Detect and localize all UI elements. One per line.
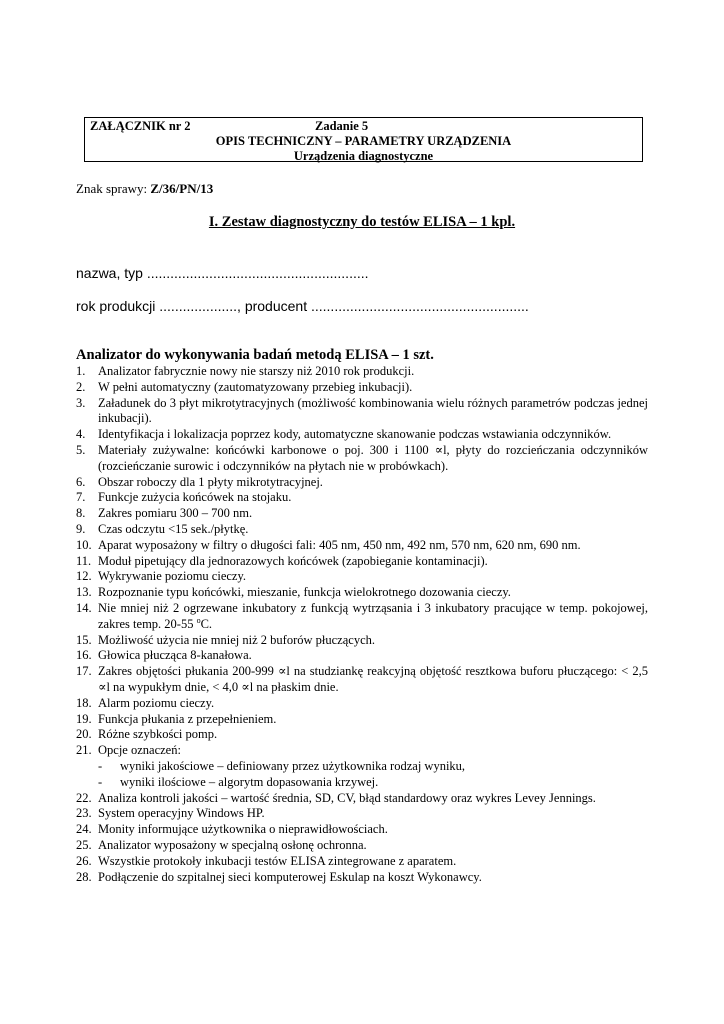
item-number: 12.: [76, 569, 92, 584]
item-number: 6.: [76, 474, 86, 489]
item-text: Podłączenie do szpitalnej sieci komputerowej Eskulap na koszt Wykonawcy.: [98, 869, 482, 884]
item-number: 13.: [76, 585, 92, 600]
item-text: W pełni automatyczny (zautomatyzowany przebieg inkubacji).: [98, 379, 413, 394]
item-number: 10.: [76, 537, 92, 552]
item-text: System operacyjny Windows HP.: [98, 806, 265, 821]
case-reference: [76, 181, 213, 197]
list-item: [76, 490, 648, 506]
list-item: [76, 822, 648, 838]
item-number: 18.: [76, 695, 92, 710]
sub-item-dash: -: [98, 758, 103, 773]
item-text: Wykrywanie poziomu cieczy.: [98, 569, 247, 584]
sub-item-text: wyniki jakościowe – definiowany przez użytkownika rodzaj wyniku,: [120, 758, 466, 773]
item-number: 7.: [76, 490, 86, 505]
item-number: 9.: [76, 521, 86, 536]
list-item: [76, 522, 648, 538]
item-text: Alarm poziomu cieczy.: [98, 695, 215, 710]
item-number: 8.: [76, 506, 86, 521]
list-item: [76, 870, 648, 886]
attachment-label: ZAŁĄCZNIK nr 2: [90, 119, 191, 133]
item-number: 19.: [76, 711, 92, 726]
item-text: Aparat wyposażony w filtry o długości fali: 405 nm, 450 nm, 492 nm, 570 nm, 620 nm, 690 nm.: [98, 537, 581, 552]
item-text: Identyfikacja i lokalizacja poprzez kody, automatyczne skanowanie podczas wstawiania odczynników.: [98, 427, 612, 442]
item-text: Monity informujące użytkownika o nieprawidłowościach.: [98, 822, 388, 837]
item-text: Opcje oznaczeń:: [98, 743, 181, 758]
device-title: Analizator do wykonywania badań metodą ELISA – 1 szt.: [76, 347, 434, 363]
list-item: [76, 791, 648, 807]
name-type-field: nazwa, typ .........................................................: [76, 265, 369, 281]
list-item: [76, 838, 648, 854]
header-subtitle: Urządzenia diagnostyczne: [293, 149, 434, 163]
item-number: 15.: [76, 632, 92, 647]
list-item: [76, 538, 648, 554]
item-text: Analizator fabrycznie nowy nie starszy niż 2010 rok produkcji.: [98, 364, 415, 378]
item-text: Zakres objętości płukania 200-999 ∝l na studziankę reakcyjną objętość resztkowa buforu płuczącego: < 2,5 ∝l na wypukłym dnie, < 4,0 ∝l na płaskim dnie.: [98, 664, 648, 694]
list-item: [76, 427, 648, 443]
item-text: Obszar roboczy dla 1 płyty mikrotytracyjnej.: [98, 474, 323, 489]
item-number: 14.: [76, 600, 92, 615]
list-item: [76, 396, 648, 428]
item-number: 26.: [76, 853, 92, 868]
list-item: [76, 854, 648, 870]
item-text-main: Nie mniej niż 2 ogrzewane inkubatory z funkcją wytrząsania i 3 inkubatory pracujące w temp. pokojowej, zakres temp. 20-55: [98, 600, 648, 631]
sub-item-dash: -: [98, 774, 103, 789]
list-item: [76, 380, 648, 396]
case-reference-label: Znak sprawy:: [76, 181, 151, 196]
item-text: Rozpoznanie typu końcówki, mieszanie, funkcja wielokrotnego dozowania cieczy.: [98, 585, 511, 600]
item-number: 11.: [76, 553, 92, 568]
item-text: Załadunek do 3 płyt mikrotytracyjnych (możliwość kombinowania wielu różnych parametrów podczas jednej inkubacji).: [98, 395, 648, 426]
list-item: [76, 696, 648, 712]
degree-symbol: o: [196, 615, 201, 625]
item-number: 28.: [76, 869, 92, 884]
list-item: [76, 664, 648, 696]
list-item: [76, 601, 648, 633]
list-item: [76, 569, 648, 585]
item-number: 1.: [76, 364, 86, 378]
list-item: [76, 712, 648, 728]
year-producer-field: rok produkcji ...................., producent ........................................................: [76, 298, 529, 314]
item-text: Moduł pipetujący dla jednorazowych końcówek (zapobieganie kontaminacji).: [98, 553, 488, 568]
task-label: Zadanie 5: [315, 119, 369, 133]
sub-item: [76, 759, 648, 775]
list-item: [76, 648, 648, 664]
list-item: [76, 633, 648, 649]
item-number: 2.: [76, 379, 86, 394]
item-text: Różne szybkości pomp.: [98, 727, 218, 742]
item-text: Wszystkie protokoły inkubacji testów ELISA zintegrowane z aparatem.: [98, 853, 457, 868]
item-number: 5.: [76, 442, 86, 457]
sub-item-text: wyniki ilościowe – algorytm dopasowania krzywej.: [120, 774, 379, 789]
item-text: Funkcje zużycia końcówek na stojaku.: [98, 490, 292, 505]
item-text: Funkcja płukania z przepełnieniem.: [98, 711, 277, 726]
item-text: Analizator wyposażony w specjalną osłonę ochronna.: [98, 837, 367, 852]
section-title: I. Zestaw diagnostyczny do testów ELISA – 1 kpl.: [208, 214, 516, 230]
list-item: [76, 443, 648, 475]
item-number: 3.: [76, 395, 86, 410]
header-box: [84, 117, 643, 162]
item-number: 16.: [76, 648, 92, 663]
item-text: Czas odczytu <15 sek./płytkę.: [98, 521, 249, 536]
list-item: [76, 743, 648, 759]
requirements-list: [76, 364, 648, 885]
list-item: [76, 554, 648, 570]
list-item: [76, 585, 648, 601]
sub-item: [76, 775, 648, 791]
list-item: [76, 364, 648, 380]
list-item: [76, 806, 648, 822]
item-number: 22.: [76, 790, 92, 805]
list-item: [76, 506, 648, 522]
item-number: 24.: [76, 822, 92, 837]
item-number: 23.: [76, 806, 92, 821]
header-title: OPIS TECHNICZNY – PARAMETRY URZĄDZENIA: [215, 134, 512, 148]
case-reference-value: Z/36/PN/13: [150, 181, 214, 196]
item-text: Możliwość użycia nie mniej niż 2 buforów płuczących.: [98, 632, 375, 647]
item-text: Głowica płucząca 8-kanałowa.: [98, 648, 252, 663]
item-text: Zakres pomiaru 300 – 700 nm.: [98, 506, 253, 521]
list-item: [76, 727, 648, 743]
item-number: 21.: [76, 743, 92, 758]
list-item: [76, 475, 648, 491]
item-text-tail: C.: [200, 616, 213, 631]
item-text: Analiza kontroli jakości – wartość średnia, SD, CV, błąd standardowy oraz wykres Levey Jennings.: [98, 790, 596, 805]
item-number: 25.: [76, 837, 92, 852]
item-number: 4.: [76, 427, 86, 442]
item-text: Materiały zużywalne: końcówki karbonowe o poj. 300 i 1100 ∝l, płyty do rozcieńczania odczynników (rozcieńczanie surowic i odczynników na płytach nie w probówkach).: [98, 442, 648, 473]
item-number: 20.: [76, 727, 92, 742]
item-number: 17.: [76, 664, 92, 679]
item-text: [98, 601, 648, 633]
